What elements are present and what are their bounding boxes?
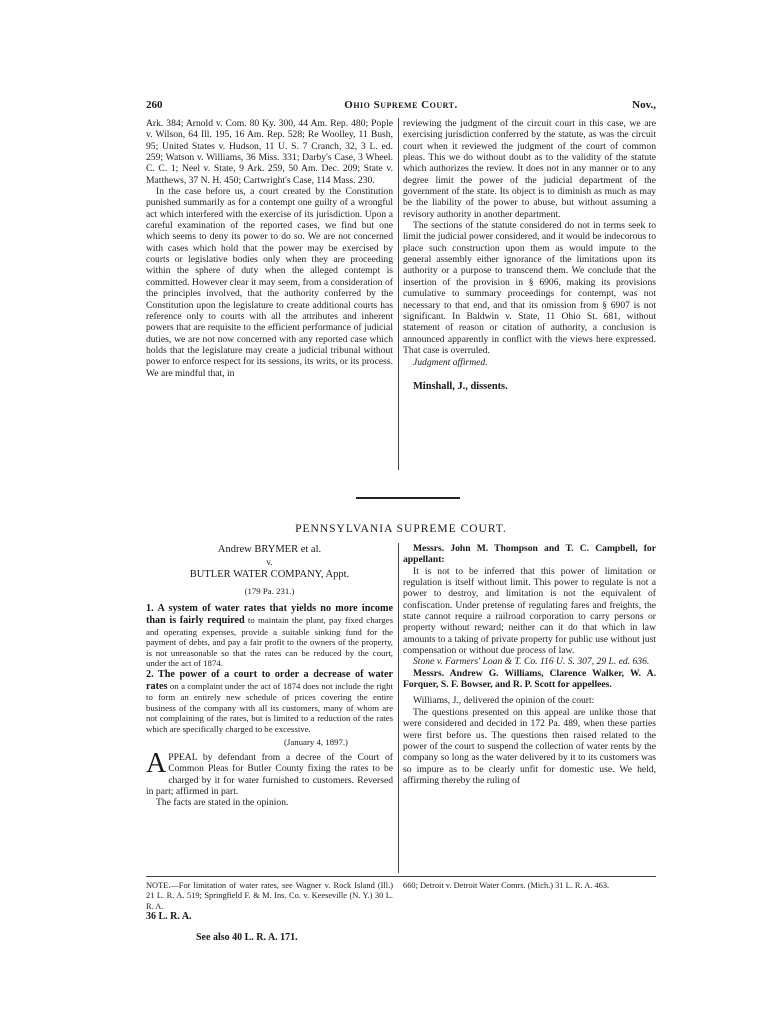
citation-paragraph: Ark. 384; Arnold v. Com. 80 Ky. 300, 44 Am. Rep. 480; Pople v. Wilson, 64 Ill. 195, 16 Am. Rep. 528; Re Woolley, 11 Bush, 95; United States v. Hudson, 11 U. S. 7 Cranch, 32, 3 L. ed. 259; Watson v. Williams, 36 Miss. 331; Darby's Case, 3 Wheel. C. C. 1; Neel v. State, 9 Ark. 259, 50 Am. Dec. 209; State v. Matthews, 37 N. H. 450; Cartwright's Case, 114 Mass. 230.	[146, 118, 393, 186]
argument-citation: Stone v. Farmers' Loan & T. Co. 116 U. S. 307, 29 L. ed. 636.	[413, 656, 650, 668]
case-two-left-column	[146, 543, 393, 809]
section-separator	[356, 497, 460, 499]
opinion-paragraph: In the case before us, a court created by the Constitution punished summarily as for a contempt one guilty of a wrongful act which interfered with the exercise of its jurisdiction. Upon a careful examination of the reported cases, we find but one which seems to deny its power to do so. We are not concerned with cases which hold that the power may be exercised by courts or legislative bodies only when they are proceeding within the sphere of duty when the alleged contempt is committed. However clear it may seem, from a consideration of the principles involved, that the authority conferred by the Constitution upon the legislature to create additional courts has reference only to courts with all the attributes and inherent powers that are requisite to the efficient performance of judicial duties, we are not now concerned with any reported case which holds that the legislature may create a judicial tribunal without power to enforce respect for its sessions, its writs, or its process. We are mindful that, in	[146, 186, 393, 379]
case-two-right-column	[403, 543, 656, 786]
opinion-paragraph: The sections of the statute considered do not in terms seek to limit the judicial power considered, and it would be indecorous to place such construction upon them as would impute to the general assembly either ignorance of the limitations upon its authority or a purpose to transcend them. We conclude that the insertion of the provision in § 6906, making its provisions cumulative to summary proceedings for contempt, was not necessary to that end, and that its omission from § 6907 is not significant. In Baldwin v. State, 11 Ohio St. 681, without statement of reason or citation of authority, a conclusion is announced apparently in conflict with the views here expressed. That case is overruled.	[403, 220, 656, 356]
see-also-note: See also 40 L. R. A. 171.	[196, 932, 298, 943]
defendant-name: BUTLER WATER COMPANY, Appt.	[189, 569, 350, 580]
header-court-name: Ohio Supreme Court.	[344, 99, 458, 111]
counsel-appellant: Messrs. John M. Thompson and T. C. Campbell, for appellant:	[403, 543, 656, 566]
header-term: Nov.,	[632, 99, 656, 111]
headnote: 1. A system of water rates that yields no more income than is fairly required to maintain the plant, pay fixed charges and operating expenses, provide a suitable sinking fund for the payment of debts, and pay a fair profit to the owners of the property, is not unreasonable so that the rates can be reduced by the court, under the act of 1874.	[146, 603, 393, 669]
headnote: 2. The power of a court to order a decrease of water rates on a complaint under the act of 1874 does not include the right to form an entirely new schedule of prices covering the entire business of the company with all its customers, many of whom are not complaining of the rates, but is limited to a reduction of the rates which are specifically charged to be excessive.	[146, 668, 393, 734]
opinion-intro: Williams, J., delivered the opinion of the court:	[413, 695, 595, 707]
counsel-appellees: Messrs. Andrew G. Williams, Clarence Walker, W. A. Forquer, S. F. Bowser, and R. P. Scott for appellees.	[403, 667, 656, 691]
page-number: 260	[146, 99, 163, 111]
plaintiff-name: Andrew BRYMER et al.	[217, 544, 322, 555]
judgment-line: Judgment affirmed.	[413, 357, 488, 369]
running-header	[146, 99, 656, 113]
versus: v.	[266, 557, 273, 567]
dissent-line: Minshall, J., dissents.	[413, 380, 508, 392]
drop-cap: A	[146, 747, 167, 779]
opinion-paragraph: The questions presented on this appeal are unlike those that were considered and decided in 172 Pa. 489, when these parties were first before us. The questions then raised related to the power of the court to suspend the collection of water rents by the company so long as the water delivered by it to its customers was so impure as to be clearly unfit for domestic use. We held, affirming thereby the ruling of	[403, 706, 656, 786]
footnote-rule	[146, 876, 656, 877]
argument-paragraph: It is not to be inferred that this power of limitation or regulation is itself without limit. This power to regulate is not a power to destroy, and limitation is not the equivalent of confiscation. Under pretense of regulating fares and freights, the state cannot require a railroad corporation to carry persons or property without reward; neither can it do that which in law amounts to a taking of private property for public use without just compensation or without due process of law.	[403, 565, 656, 657]
appeal-paragraph: APPEAL by defendant from a decree of the Court of Common Pleas for Butler County fixing the rates to be charged by it for water furnished to customers. Reversed in part; affirmed in part.	[146, 747, 393, 797]
column-divider	[398, 118, 399, 470]
decision-date: (January 4, 1897.)	[283, 737, 348, 748]
footnote-left: NOTE.—For limitation of water rates, see Wagner v. Rock Island (Ill.) 21 L. R. A. 519; Springfield F. & M. Ins. Co. v. Keeseville (N. Y.) 30 L. R. A.	[146, 881, 393, 911]
case-one-right-column	[403, 118, 656, 392]
facts-line: The facts are stated in the opinion.	[156, 797, 289, 809]
column-divider	[398, 543, 399, 873]
court-title: PENNSYLVANIA SUPREME COURT.	[295, 523, 507, 535]
case-one-left-column	[146, 118, 393, 379]
volume-mark: 36 L. R. A.	[146, 911, 192, 922]
case-citation: (179 Pa. 231.)	[244, 586, 295, 596]
footnote-right: 660; Detroit v. Detroit Water Comrs. (Mich.) 31 L. R. A. 463.	[403, 881, 610, 890]
opinion-paragraph: reviewing the judgment of the circuit court in this case, we are exercising jurisdiction conferred by the statute, as was the circuit court when it reviewed the judgment of the court of common pleas. This we do without doubt as to the validity of the statute which authorizes the review. It does not in any manner or to any degree limit the power of the judicial department of the government of the state. Its object is to diminish as much as may be the liability of the power to abuse, but without assuming a revisory authority in another department.	[403, 118, 656, 220]
